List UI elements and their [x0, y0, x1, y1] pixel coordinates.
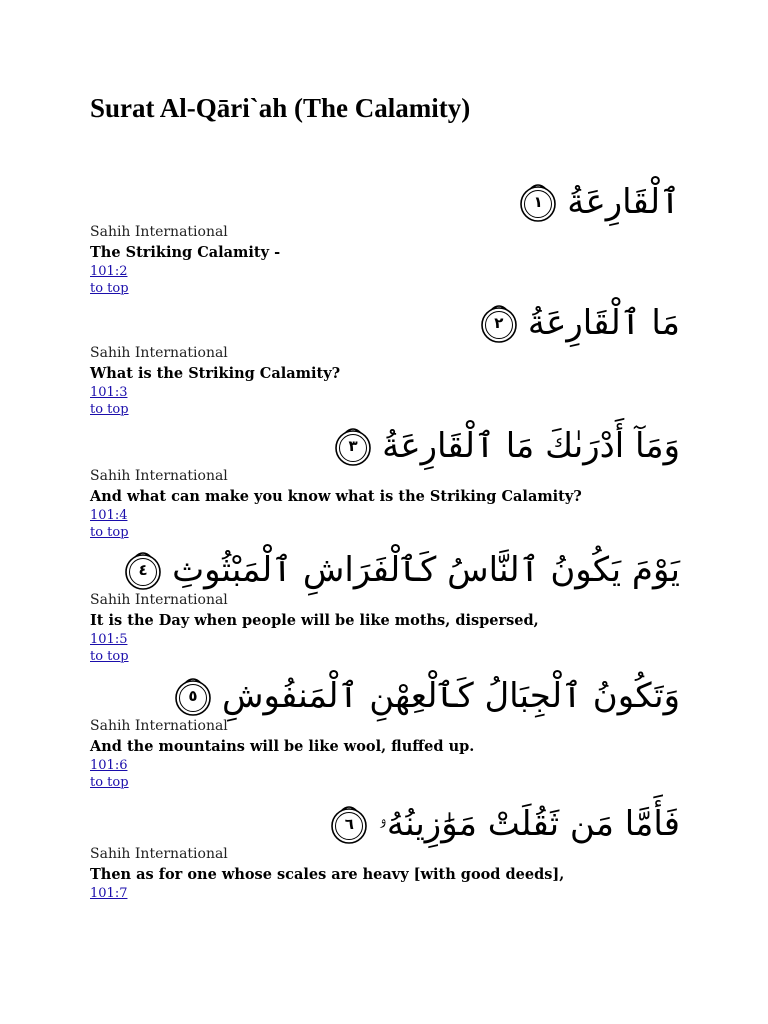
translation-text: The Striking Calamity - — [90, 244, 281, 261]
arabic-text: يَوْمَ يَكُونُ ٱلنَّاسُ كَٱلْفَرَاشِ ٱلْمَبْثُوثِ — [172, 550, 680, 590]
ayah-number: ٣ — [348, 437, 358, 455]
ayah-number: ٥ — [188, 687, 198, 705]
translator-label: Sahih International — [90, 718, 228, 734]
translation-text: What is the Striking Calamity? — [90, 365, 341, 382]
ayah-number-marker — [122, 548, 164, 592]
ayah-number-marker — [172, 674, 214, 718]
verse-ref-link[interactable]: 101:2 — [90, 264, 128, 279]
ayah-number: ١ — [533, 193, 543, 211]
ayah-number: ٤ — [138, 561, 148, 579]
arabic-verse-line — [332, 420, 680, 472]
verse-ref-link[interactable]: 101:6 — [90, 758, 128, 773]
page-title: Surat Al-Qāri`ah (The Calamity) — [90, 93, 471, 123]
arabic-text: وَمَآ أَدْرَىٰكَ مَا ٱلْقَارِعَةُ — [382, 426, 680, 466]
translation-text: And the mountains will be like wool, fluffed up. — [90, 738, 475, 755]
arabic-verse-line — [122, 544, 680, 596]
ayah-number: ٢ — [494, 314, 504, 332]
arabic-verse-line — [517, 176, 680, 228]
verse-ref-link[interactable]: 101:5 — [90, 632, 128, 647]
arabic-text: وَتَكُونُ ٱلْجِبَالُ كَٱلْعِهْنِ ٱلْمَنفُوشِ — [221, 676, 680, 716]
arabic-text: مَا ٱلْقَارِعَةُ — [527, 303, 680, 343]
ayah-number-marker — [478, 301, 520, 345]
to-top-link[interactable]: to top — [90, 281, 129, 296]
translator-label: Sahih International — [90, 846, 228, 862]
to-top-link[interactable]: to top — [90, 649, 129, 664]
translator-label: Sahih International — [90, 224, 228, 240]
arabic-text: فَأَمَّا مَن ثَقُلَتْ مَوَٰزِينُهُۥ — [378, 804, 680, 844]
to-top-link[interactable]: to top — [90, 775, 129, 790]
ayah-number-marker — [517, 180, 559, 224]
translation-text: And what can make you know what is the Striking Calamity? — [90, 488, 582, 505]
translator-label: Sahih International — [90, 345, 228, 361]
to-top-link[interactable]: to top — [90, 402, 129, 417]
translator-label: Sahih International — [90, 468, 228, 484]
translation-text: Then as for one whose scales are heavy [with good deeds], — [90, 866, 565, 883]
to-top-link[interactable]: to top — [90, 525, 129, 540]
verse-ref-link[interactable]: 101:7 — [90, 886, 128, 901]
arabic-verse-line — [172, 670, 680, 722]
ayah-number: ٦ — [344, 815, 354, 833]
verse-ref-link[interactable]: 101:4 — [90, 508, 128, 523]
verse-ref-link[interactable]: 101:3 — [90, 385, 128, 400]
arabic-text: ٱلْقَارِعَةُ — [567, 182, 680, 222]
ayah-number-marker — [332, 424, 374, 468]
arabic-verse-line — [328, 798, 680, 850]
arabic-verse-line — [478, 297, 680, 349]
ayah-number-marker — [328, 802, 370, 846]
translator-label: Sahih International — [90, 592, 228, 608]
translation-text: It is the Day when people will be like moths, dispersed, — [90, 612, 539, 629]
